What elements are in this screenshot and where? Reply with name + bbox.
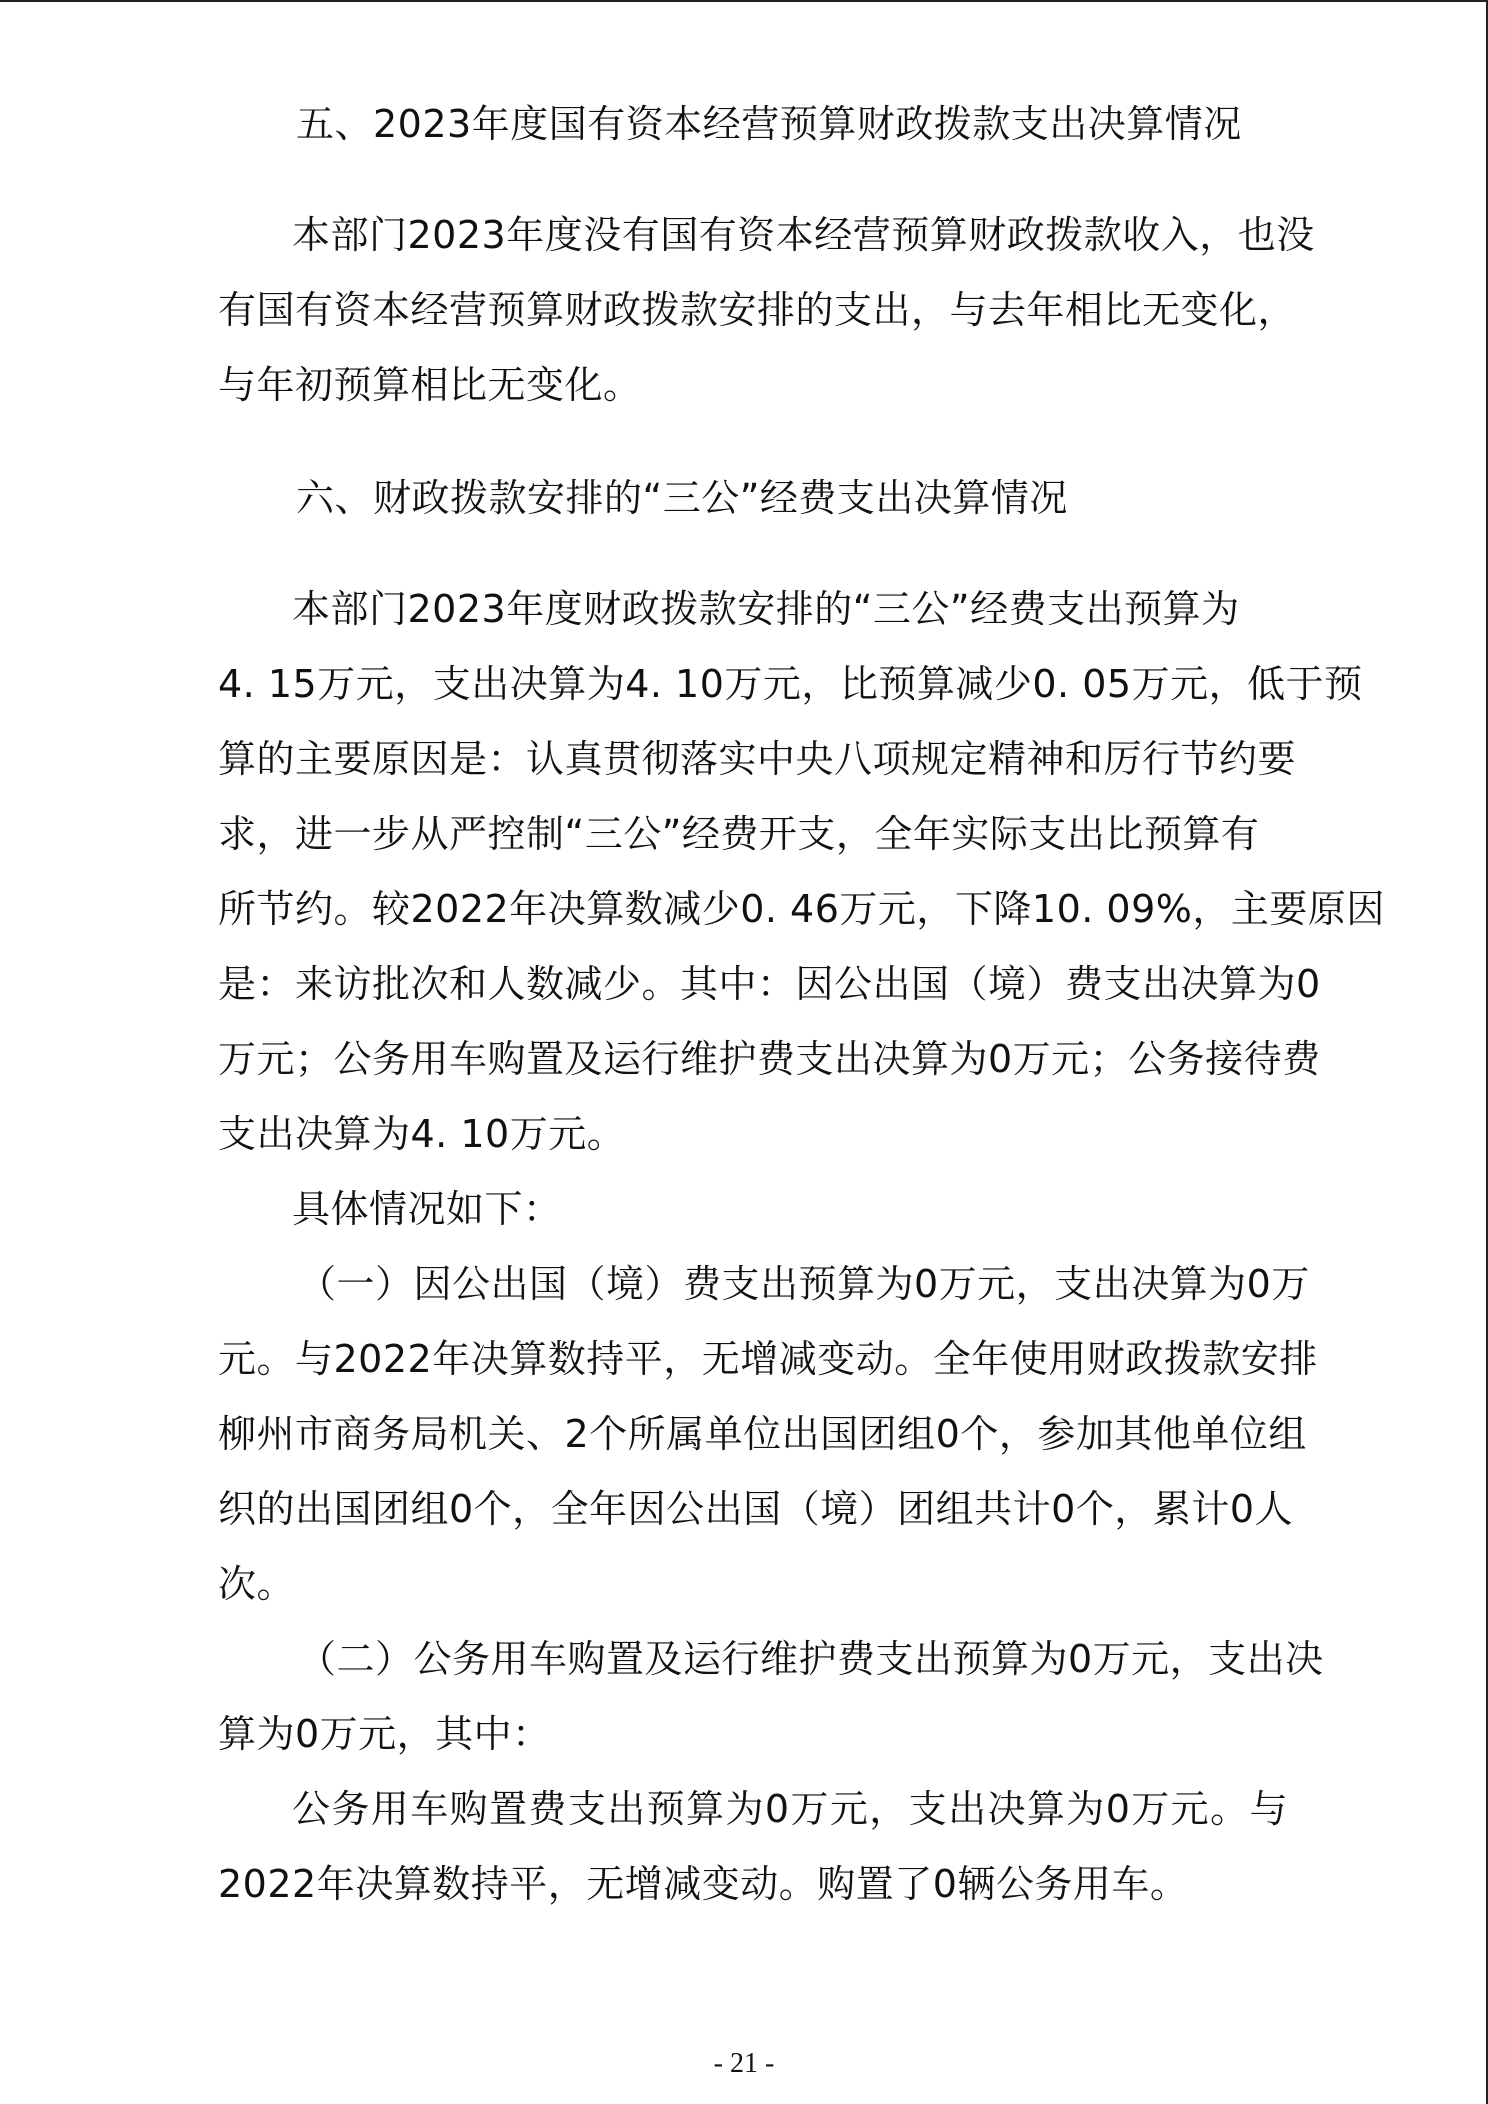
section-6-summary-line-7: 万元；公务用车购置及运行维护费支出决算为0万元；公务接待费 <box>218 1037 1321 1081</box>
item-1-line-4: 织的出国团组0个，全年因公出国（境）团组共计0个，累计0人 <box>218 1487 1294 1531</box>
section-6-intro: 具体情况如下： <box>292 1187 562 1231</box>
section-6-heading: 六、财政拨款安排的“三公”经费支出决算情况 <box>296 476 1068 520</box>
section-6-summary-line-4: 求，进一步从严控制“三公”经费开支，全年实际支出比预算有 <box>218 812 1260 856</box>
section-5-line-2: 有国有资本经营预算财政拨款安排的支出，与去年相比无变化， <box>218 288 1297 332</box>
section-6-summary-line-3: 算的主要原因是：认真贯彻落实中央八项规定精神和厉行节约要 <box>218 737 1297 781</box>
section-6-summary-line-1: 本部门2023年度财政拨款安排的“三公”经费支出预算为 <box>292 587 1240 631</box>
item-1-line-2: 元。与2022年决算数持平，无增减变动。全年使用财政拨款安排 <box>218 1337 1318 1381</box>
vehicle-purchase-line-2: 2022年决算数持平，无增减变动。购置了0辆公务用车。 <box>218 1862 1189 1906</box>
section-5-line-3: 与年初预算相比无变化。 <box>218 363 642 407</box>
item-1-line-3: 柳州市商务局机关、2个所属单位出国团组0个，参加其他单位组 <box>218 1412 1307 1456</box>
section-6-summary-line-6: 是：来访批次和人数减少。其中：因公出国（境）费支出决算为0 <box>218 962 1321 1006</box>
item-2-line-2: 算为0万元，其中： <box>218 1712 551 1756</box>
section-6-summary-line-2: 4. 15万元，支出决算为4. 10万元，比预算减少0. 05万元，低于预 <box>218 662 1363 706</box>
item-2-line-1: （二）公务用车购置及运行维护费支出预算为0万元，支出决 <box>298 1637 1324 1681</box>
item-1-line-1: （一）因公出国（境）费支出预算为0万元，支出决算为0万 <box>298 1262 1310 1306</box>
section-5-heading: 五、2023年度国有资本经营预算财政拨款支出决算情况 <box>296 102 1242 146</box>
section-6-summary-line-5: 所节约。较2022年决算数减少0. 46万元，下降10. 09%，主要原因 <box>218 887 1385 931</box>
section-5-line-1: 本部门2023年度没有国有资本经营预算财政拨款收入，也没 <box>292 213 1315 257</box>
item-1-line-5: 次。 <box>218 1562 296 1606</box>
vehicle-purchase-line-1: 公务用车购置费支出预算为0万元，支出决算为0万元。与 <box>292 1787 1288 1831</box>
section-6-summary-line-8: 支出决算为4. 10万元。 <box>218 1112 626 1156</box>
page-number: - 21 - <box>713 2048 775 2079</box>
